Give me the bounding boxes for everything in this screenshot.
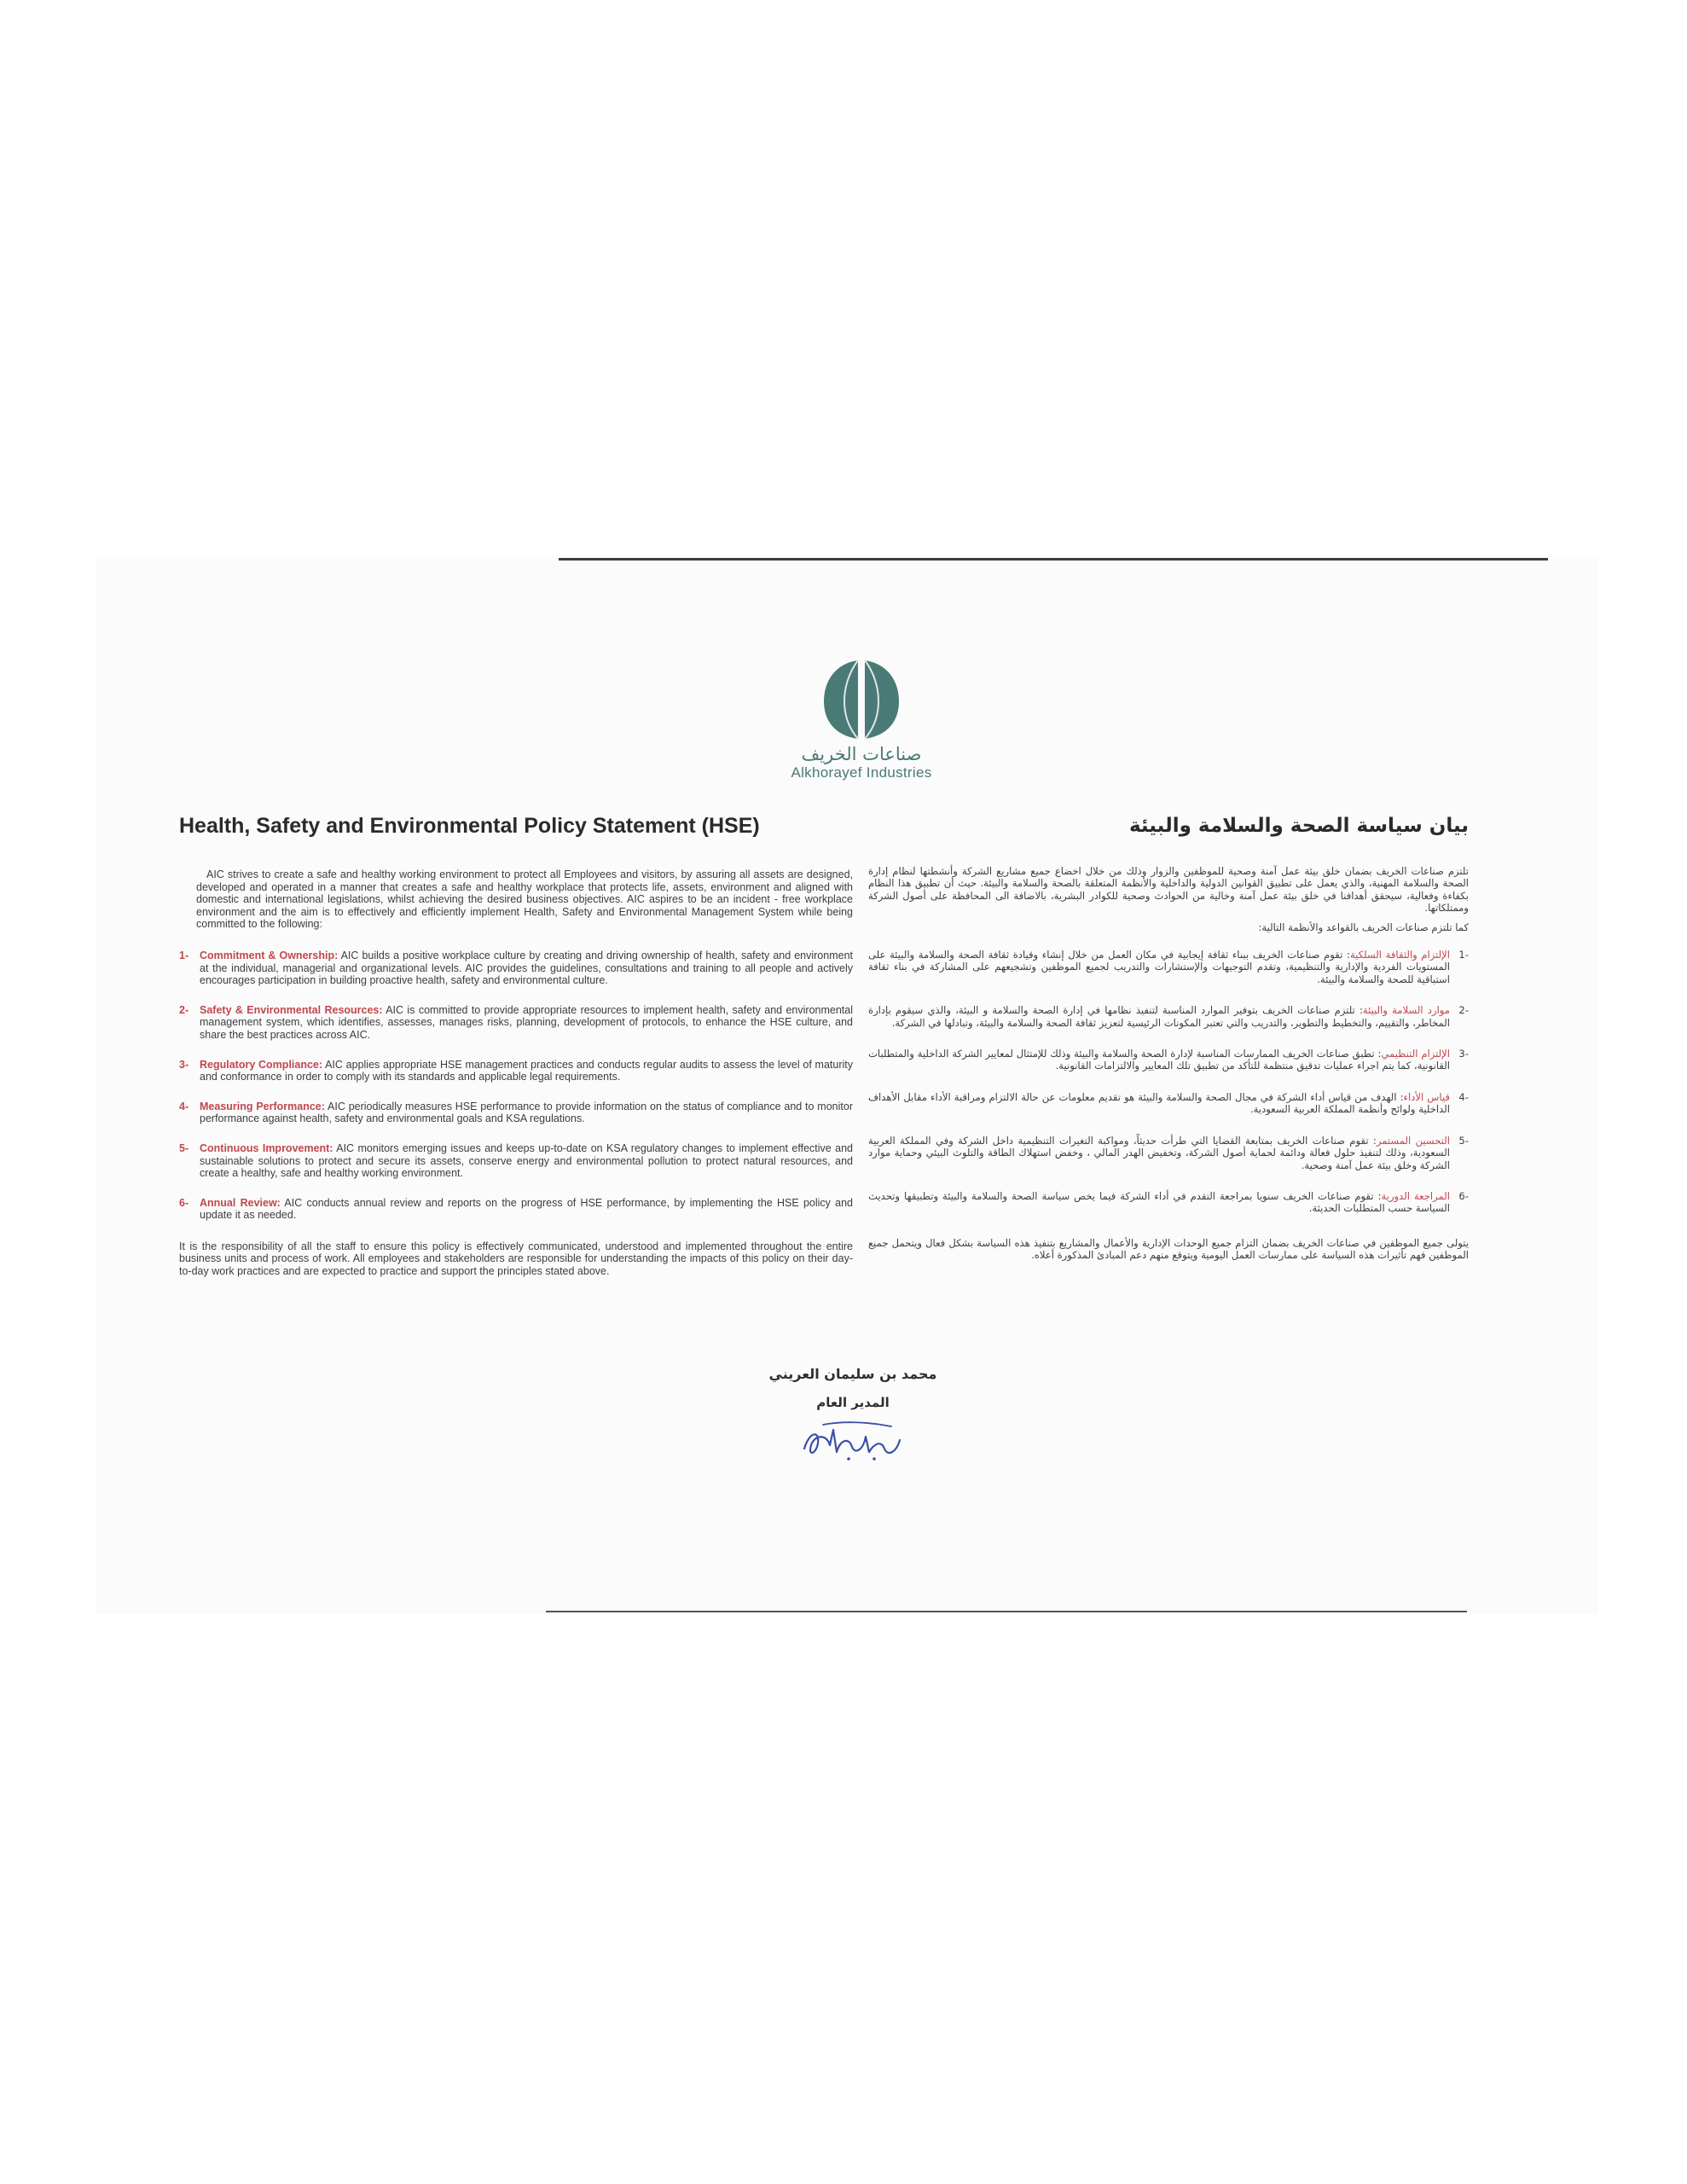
- arabic-item-number: -1: [1458, 949, 1469, 961]
- english-item-heading: Annual Review:: [200, 1196, 281, 1209]
- company-name-arabic: صناعات الخريف: [801, 744, 922, 764]
- english-intro: AIC strives to create a safe and healthy working environment to protect all Employees and visitors, by assuring all assets are designed, developed and operated in a manner that creates a safe and healthy workplace that protects life, assets, environment and aligned with domestic and international legislations, whilst achieving the desired business objectives. AIC aspires to be an incident - free workplace environment and the aim is to effectively and efficiently implement Health, Safety and Environmental Management System while being committed to the following:: [196, 868, 853, 931]
- english-item-number: 4-: [179, 1100, 189, 1112]
- arabic-item-text: : تطبق صناعات الخريف الممارسات المناسبة لإدارة الصحة والسلامة والبيئة وذلك للإمتثال لمعايير الشركة الداخلية والمتطلبات القانونية، كما يتم اجراء عمليات تدقيق منتظمة للتأكد من تطبيق تلك المعايير والالتزامات القانونية.: [868, 1048, 1450, 1072]
- english-item-heading: Commitment & Ownership:: [200, 949, 339, 961]
- english-item-number: 5-: [179, 1141, 189, 1154]
- arabic-item-text: : تقوم صناعات الخريف بمتابعة القضايا التي طرأت حديثاً، ومواكبة التغيرات التنظيمية داخل الشركة وفي المملكة العربية السعودية، وذلك لتنفيذ حلول فعالة ودائمة لحماية أصول الشركة، وتخفيض الهدر المالي ، وخفض استهلاك الطاقة والتلوث البيئي وحماية موارد الشركة وخلق بيئة عمل آمنة وصحية.: [868, 1134, 1450, 1171]
- arabic-item-number: -4: [1458, 1090, 1469, 1103]
- english-item-text: AIC builds a positive workplace culture by creating and driving ownership of health, safety and environment at the individual, managerial and organizational levels. AIC provides the guidelines, consultations and training to all people and actively encourages participation in building proactive health, safety and environmental culture.: [200, 949, 853, 987]
- english-title: Health, Safety and Environmental Policy Statement (HSE): [179, 814, 760, 838]
- arabic-item-2: [868, 1004, 1475, 1029]
- arabic-item-heading: موارد السلامة والبيئة: [1362, 1004, 1450, 1017]
- arabic-item-number: -5: [1458, 1134, 1469, 1147]
- english-closing: It is the responsibility of all the staff to ensure this policy is effectively communicated, understood and implemented throughout the entire business units and process of work. All employees and stakeholders are responsible for understanding the impacts of this policy on their day-to-day work practices and are expected to practice and support the principles stated above.: [179, 1240, 853, 1278]
- company-name-english: Alkhorayef Industries: [791, 764, 932, 781]
- arabic-item-text: : الهدف من قياس أداء الشركة في مجال الصحة والسلامة والبيئة هو تقديم معلومات عن حالة الالتزام ومراقبة الأداء مقابل الأهداف الداخلية ولوائح وأنظمة المملكة العربية السعودية.: [868, 1090, 1450, 1116]
- company-logo: [768, 657, 955, 781]
- arabic-policy-column: [868, 812, 1475, 1262]
- english-item-heading: Safety & Environmental Resources:: [200, 1003, 383, 1016]
- arabic-item-heading: الإلتزام التنظيمي: [1381, 1048, 1450, 1060]
- english-item-4: [179, 1101, 853, 1125]
- arabic-item-text: : تلتزم صناعات الخريف بتوفير الموارد المناسبة لتنفيذ نظامها في إدارة الصحة والسلامة و البيئة، والذي سيقوم بإدارة المخاطر، والتقييم، والتخطيط والتطوير، والتدريب والتي تعتبر المكونات الرئيسية لتعزيز ثقافة الصحة والسلامة والبيئة، وتبادلها في الشركة.: [868, 1004, 1450, 1029]
- english-item-number: 6-: [179, 1196, 189, 1209]
- english-item-text: AIC monitors emerging issues and keeps up-to-date on KSA regulatory changes to implement effective and sustainable solutions to protect and secure its assets, conserve energy and environmental pollution to protect natural resources, and create a healthy, safe and healthy working environment.: [200, 1141, 853, 1180]
- arabic-item-number: -3: [1458, 1048, 1469, 1060]
- english-item-text: AIC conducts annual review and reports on the progress of HSE performance, by implementing the HSE policy and update it as needed.: [200, 1196, 854, 1222]
- english-item-2: [179, 1004, 853, 1042]
- english-item-number: 1-: [179, 949, 189, 961]
- arabic-item-5: [868, 1135, 1475, 1171]
- arabic-item-3: [868, 1048, 1475, 1072]
- signature-block: [751, 1365, 955, 1466]
- arabic-closing: يتولى جميع الموظفين في صناعات الخريف بضمان التزام جميع الوحدات الإدارية والأعمال والمشاريع بتنفيذ هذه السياسة بشكل فعال ويتحمل جميع الموظفين فهم تأثيرات هذه السياسة على ممارسات العمل اليومية ويتوقع منهم دعم المبادئ المذكورة أعلاه.: [868, 1236, 1469, 1262]
- top-rule: [559, 558, 1548, 561]
- arabic-intro: تلتزم صناعات الخريف بضمان خلق بيئة عمل آمنة وصحية للموظفين والزوار وذلك من خلال اخضاع جميع مشاريع الشركة وأنشطتها لنظام إدارة الصحة والسلامة المهنية، والذي يعمل على تطبيق القوانين الدولية والداخلية والأنظمة المتعلقة بالصحة والسلامة والبيئة. حيث أن تطبيق هذا النظام بكفاءة وفعالية، سيحقق أهدافنا في خلق بيئة عمل آمنة وخالية من الحوادث وصحية للكوادر البشرية، بالاضافة الى المحافظة على أصول الشركة وممتلكاتها.: [868, 865, 1469, 915]
- english-item-number: 2-: [179, 1003, 189, 1016]
- english-item-text: AIC applies appropriate HSE management practices and conducts regular audits to assess the level of maturity and conformance in order to comply with its standards and applicable legal requirements.: [200, 1058, 853, 1083]
- signatory-title: المدير العام: [816, 1395, 890, 1410]
- arabic-item-heading: المراجعة الدورية: [1381, 1189, 1450, 1202]
- arabic-item-6: [868, 1190, 1475, 1215]
- english-item-heading: Measuring Performance:: [200, 1100, 325, 1112]
- english-item-text: AIC is committed to provide appropriate resources to implement health, safety and environmental management system, which identifies, assesses, manages risks, planning, development of protocols, to enhance the HSE culture, and share the best practices across AIC.: [200, 1003, 853, 1041]
- english-item-number: 3-: [179, 1058, 189, 1071]
- arabic-item-4: [868, 1091, 1475, 1116]
- arabic-item-number: -6: [1458, 1189, 1469, 1202]
- arabic-item-text: : تقوم صناعات الخريف سنويا بمراجعة التقدم في أداء الشركة فيما يخص سياسة الصحة والسلامة والبيئة وتطبيقها وتحديث السياسة حسب المتطلبات الحديثة.: [868, 1189, 1450, 1215]
- english-item-1: [179, 950, 853, 987]
- handwritten-signature-icon: [789, 1414, 917, 1466]
- arabic-item-heading: التحسين المستمر: [1376, 1134, 1450, 1147]
- english-item-text: AIC periodically measures HSE performance to provide information on the status of compliance and to monitor performance against health, safety and environmental goals and KSA regulations.: [200, 1100, 853, 1125]
- signatory-name: محمد بن سليمان العريني: [768, 1366, 937, 1382]
- arabic-subintro: كما تلتزم صناعات الخريف بالقواعد والأنظمة التالية:: [1258, 921, 1469, 933]
- english-item-6: [179, 1197, 853, 1222]
- arabic-item-number: -2: [1458, 1004, 1469, 1017]
- arabic-item-heading: الإلتزام والثقافة السلكية: [1349, 949, 1450, 961]
- arabic-title: بيان سياسة الصحة والسلامة والبيئة: [1128, 815, 1469, 837]
- english-item-3: [179, 1059, 853, 1083]
- arabic-item-text: : تقوم صناعات الخريف ببناء ثقافة إيجابية في مكان العمل من خلال إنشاء وقيادة ثقافة الصحة والسلامة والبيئة على المستويات الفردية والإدارية والتنظيمية، وتقدم التوجيهات والإستشارات والتدريب لجميع الموظفين وتشجيعهم على المشاركة في بناء ثقافة استباقية للصحة والسلامة والبيئة.: [868, 949, 1450, 985]
- english-item-heading: Continuous Improvement:: [200, 1141, 333, 1154]
- english-item-5: [179, 1142, 853, 1180]
- bottom-rule: [546, 1611, 1467, 1612]
- arabic-item-1: [868, 949, 1475, 985]
- arabic-item-heading: قياس الأداء: [1403, 1090, 1450, 1103]
- leaf-logo-icon: [819, 657, 904, 742]
- english-policy-column: [179, 812, 853, 1278]
- english-item-heading: Regulatory Compliance:: [200, 1058, 323, 1071]
